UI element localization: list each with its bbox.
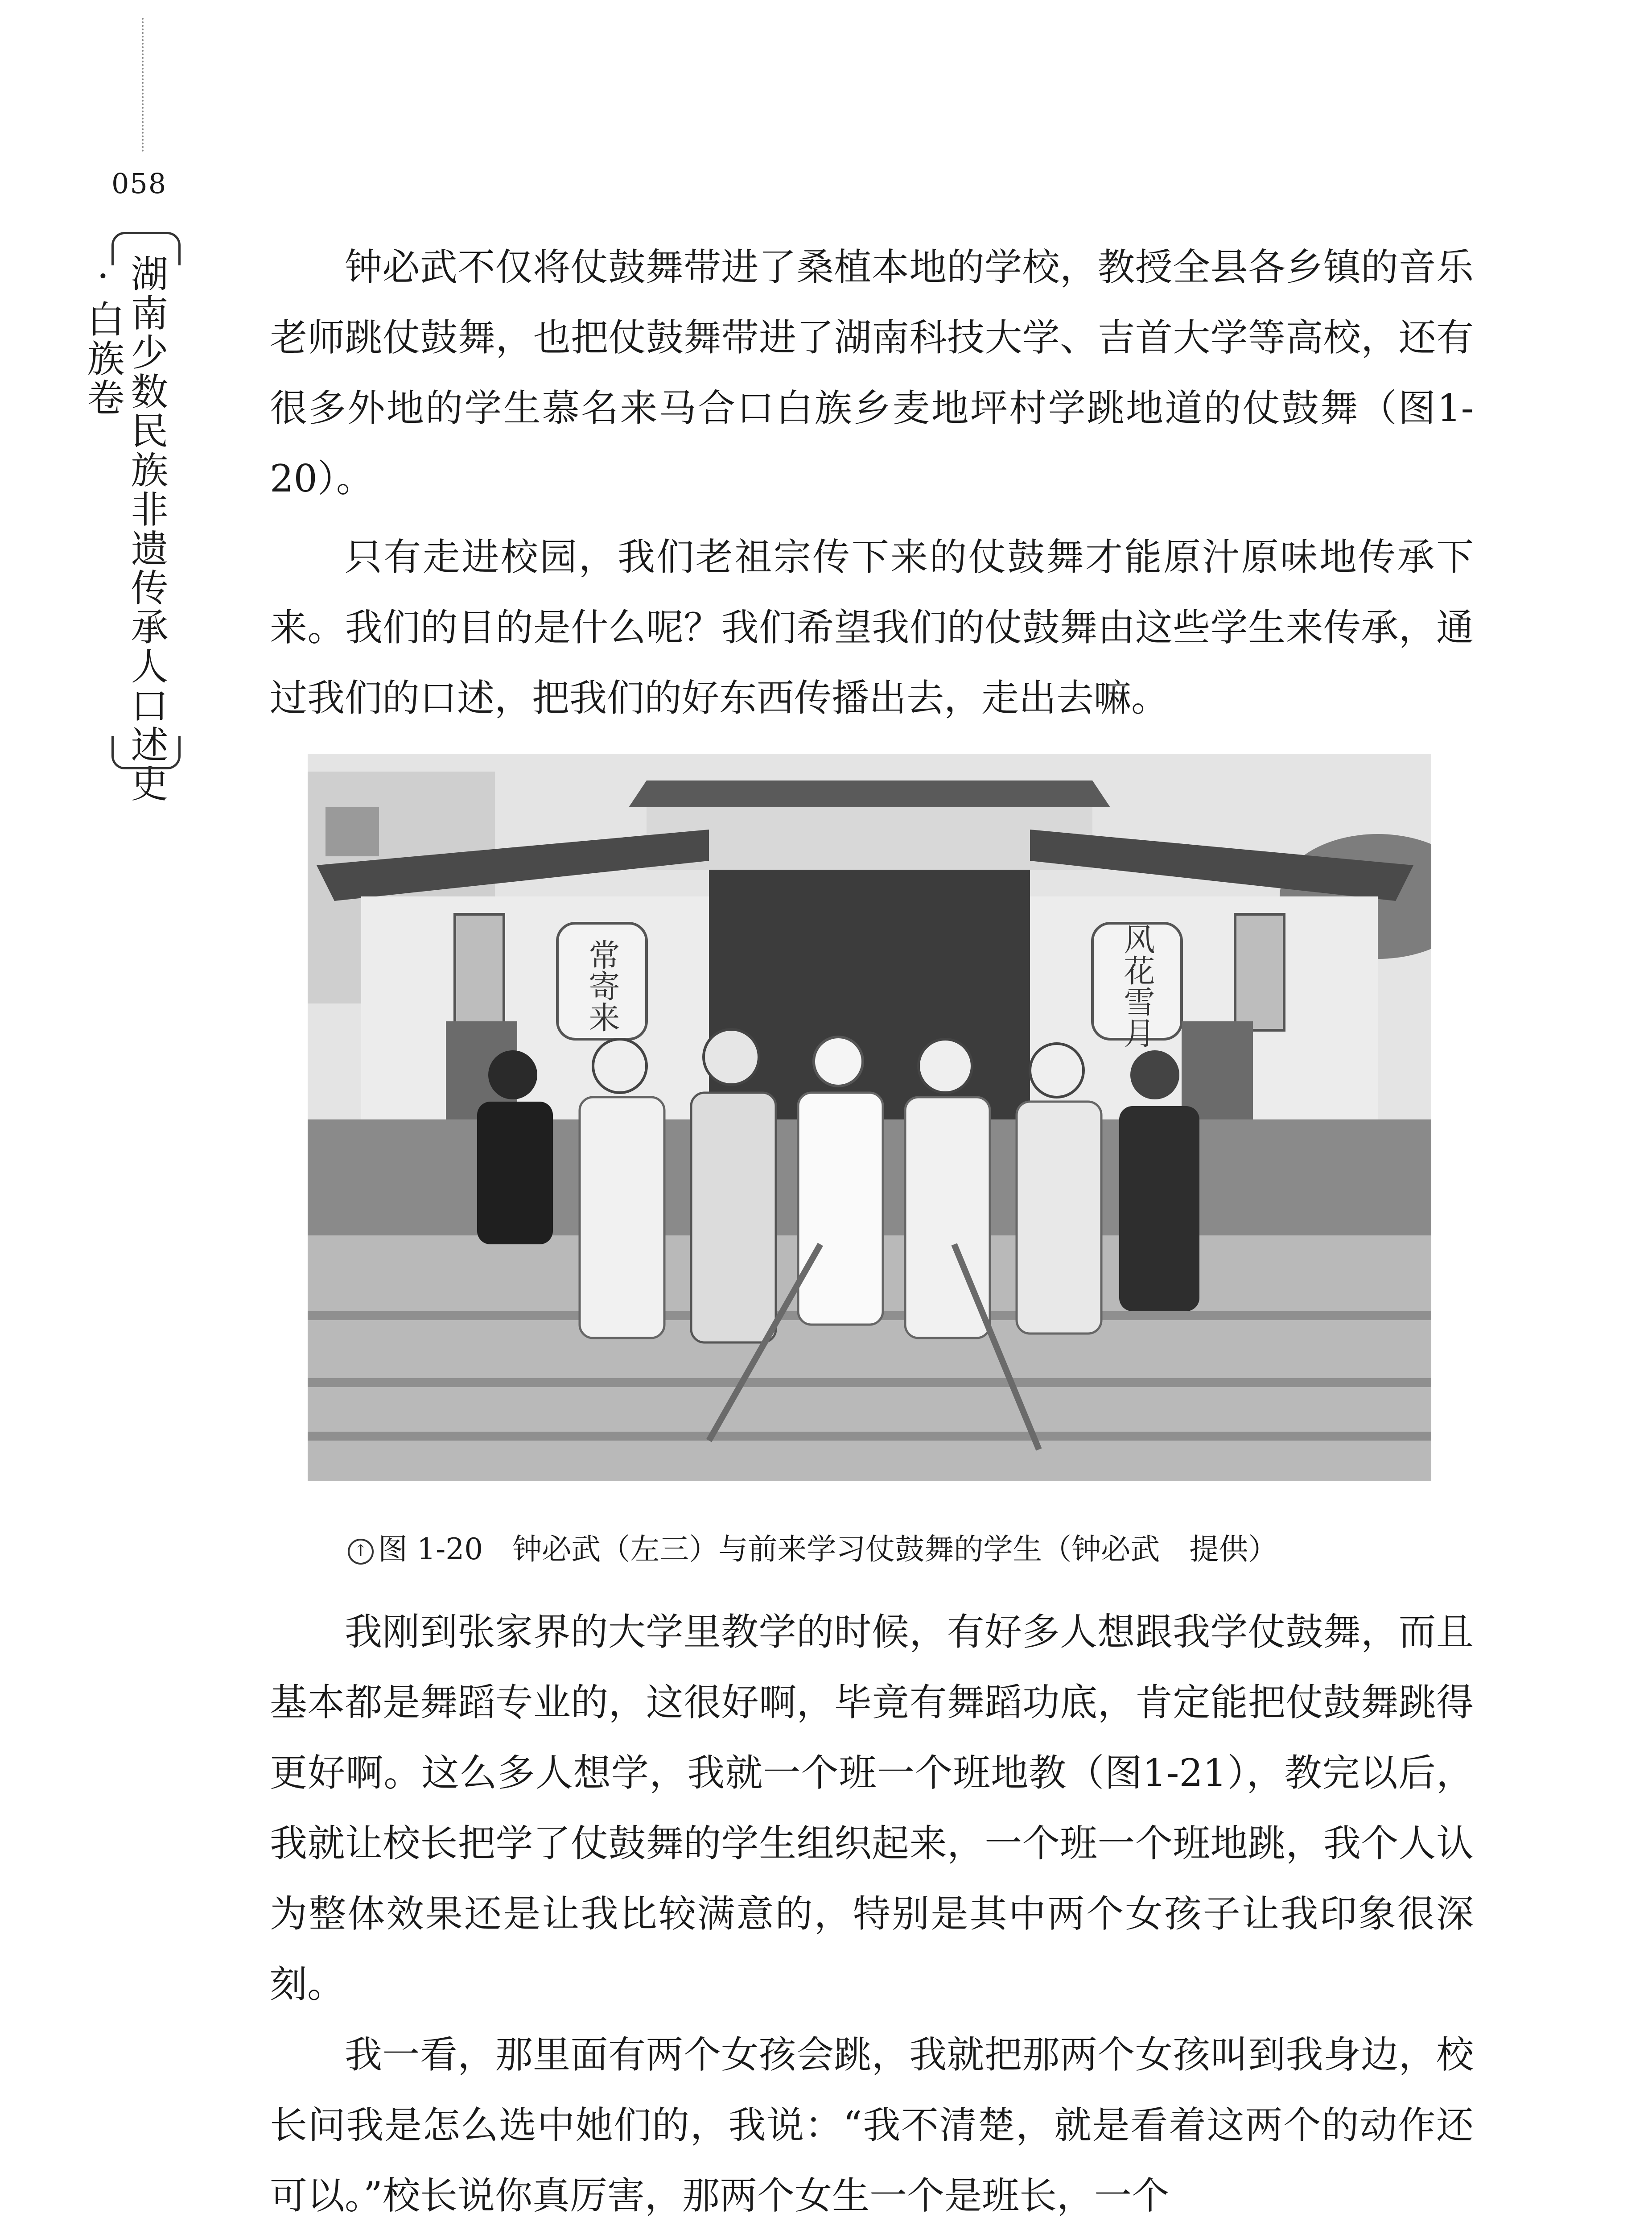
running-title: 湖南少数民族非遗传承人口述史·白族卷 xyxy=(81,254,169,804)
caption-text: 图 1-20 钟必武（左三）与前来学习仗鼓舞的学生（钟必武 提供） xyxy=(378,1532,1278,1566)
sign-right: 风花雪月 xyxy=(1119,923,1155,1048)
paragraph: 我刚到张家界的大学里教学的时候，有好多人想跟我学仗鼓舞，而且基本都是舞蹈专业的，这很好啊，毕竟有舞蹈功底，肯定能把仗鼓舞跳得更好啊。这么多人想学，我就一个班一个班地教（图1-21），教完以后，我就让校长把学了仗鼓舞的学生组织起来，一个班一个班地跳，我个人认为整体效果还是让我比较满意的，特别是其中两个女孩子让我印象很深刻。 xyxy=(270,1610,1474,2006)
margin-dotted-line xyxy=(142,18,144,152)
page-number: 058 xyxy=(111,167,167,200)
photo-illustration xyxy=(308,754,1431,1481)
paragraph: 我一看，那里面有两个女孩会跳，我就把那两个女孩叫到我身边，校长问我是怎么选中她们的，我说：“我不清楚，就是看着这两个的动作还可以。”校长说你真厉害，那两个女生一个是班长，一个 xyxy=(270,2033,1474,2218)
arrow-up-circle-icon: ↑ xyxy=(348,1539,374,1565)
figure-photo xyxy=(308,754,1431,1481)
body-text-top-2 xyxy=(270,522,1474,733)
title-bracket-bottom xyxy=(111,736,181,769)
paragraph: 只有走进校园，我们老祖宗传下来的仗鼓舞才能原汁原味地传承下来。我们的目的是什么呢？我们希望我们的仗鼓舞由这些学生来传承，通过我们的口述，把我们的好东西传播出去，走出去嘛。 xyxy=(270,535,1474,720)
paragraph: 钟必武不仅将仗鼓舞带进了桑植本地的学校，教授全县各乡镇的音乐老师跳仗鼓舞，也把仗鼓舞带进了湖南科技大学、吉首大学等高校，还有很多外地的学生慕名来马合口白族乡麦地坪村学跳地道的仗鼓舞（图1-20）。 xyxy=(270,245,1474,500)
body-text-bottom xyxy=(270,1597,1474,2230)
figure-caption xyxy=(348,1525,1277,1568)
sign-left: 常寄来 xyxy=(584,939,620,1032)
page-margin xyxy=(0,0,187,847)
body-text-top xyxy=(270,232,1474,514)
